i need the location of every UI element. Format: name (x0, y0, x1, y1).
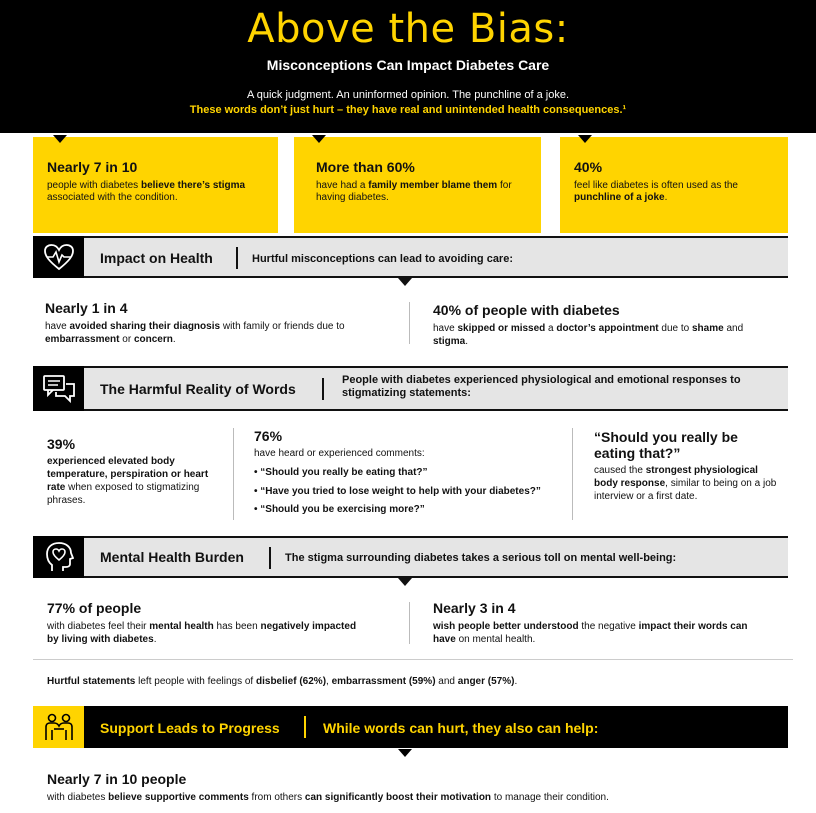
stat-card-stigma (33, 137, 278, 233)
section-title: Mental Health Burden (100, 549, 244, 565)
words-col2-stat: 76% (254, 428, 283, 444)
header-banner (0, 0, 816, 133)
card-stat: Nearly 7 in 10 (47, 159, 138, 175)
words-col1-text: experienced elevated body temperature, perspiration or heart rate when exposed to stigmatizing phrases. (47, 456, 209, 506)
separator (322, 378, 324, 400)
divider (233, 428, 234, 520)
speech-bubbles-icon (33, 366, 84, 411)
impact-left-stat: Nearly 1 in 4 (45, 300, 128, 316)
impact-right-text: have skipped or missed a doctor’s appointment due to shame and stigma. (433, 323, 744, 347)
card-desc: feel like diabetes is often used as the punchline of a joke. (574, 180, 738, 203)
card-notch (578, 135, 592, 143)
section-subtitle: People with diabetes experienced physiological and emotional responses to stigmatizing statements: (342, 374, 741, 399)
support-stat: Nearly 7 in 10 people (47, 771, 187, 787)
support-bar (33, 706, 788, 748)
heartbeat-icon (33, 236, 84, 278)
card-notch (53, 135, 67, 143)
card-stat: 40% (574, 159, 603, 175)
separator (236, 247, 238, 269)
impact-right-stat: 40% of people with diabetes (433, 302, 620, 318)
card-notch (312, 135, 326, 143)
mental-right-stat: Nearly 3 in 4 (433, 600, 516, 616)
bar-pointer (398, 278, 412, 286)
words-col1-stat: 39% (47, 436, 76, 452)
section-title: Support Leads to Progress (100, 720, 280, 736)
separator (269, 547, 271, 569)
bar-pointer (398, 578, 412, 586)
words-bar (33, 366, 788, 411)
words-col2-intro: have heard or experienced comments: (254, 448, 425, 459)
section-subtitle: While words can hurt, they also can help: (323, 720, 599, 736)
impact-bar (33, 236, 788, 278)
people-icon (33, 706, 84, 748)
card-desc: have had a family member blame them for having diabetes. (316, 180, 512, 203)
divider (409, 602, 410, 644)
mental-left-stat: 77% of people (47, 600, 142, 616)
mental-left-text: with diabetes feel their mental health has been negatively impacted by living with diabetes. (47, 621, 357, 645)
divider (409, 302, 410, 344)
words-col3-quote: “Should you really be eating that?” (594, 429, 738, 461)
support-text: with diabetes believe supportive comments from others can significantly boost their motivation to manage their condition. (47, 792, 609, 803)
impact-left-text: have avoided sharing their diagnosis with family or friends due to embarrassment or concern. (45, 321, 345, 345)
section-subtitle: Hurtful misconceptions can lead to avoiding care: (252, 253, 513, 265)
intro-highlight: These words don’t just hurt – they have real and unintended health consequences.¹ (189, 104, 627, 116)
comment-item: • “Should you be exercising more?” (254, 504, 425, 515)
divider (572, 428, 573, 520)
stat-card-family (294, 137, 541, 233)
mental-bar (33, 536, 788, 578)
words-col3-text: caused the strongest physiological body response, similar to being on a job interview or a first date. (594, 465, 777, 502)
section-subtitle: The stigma surrounding diabetes takes a serious toll on mental well-being: (285, 552, 677, 564)
page-title: Above the Bias: (247, 6, 569, 52)
section-title: The Harmful Reality of Words (100, 381, 296, 397)
feelings-summary: Hurtful statements left people with feelings of disbelief (62%), embarrassment (59%) and anger (57%). (47, 676, 518, 687)
section-title: Impact on Health (100, 250, 213, 266)
bar-pointer (398, 749, 412, 757)
comment-item: • “Have you tried to lose weight to help with your diabetes?” (254, 486, 541, 497)
card-desc: people with diabetes believe there’s stigma associated with the condition. (47, 180, 246, 203)
page-subtitle: Misconceptions Can Impact Diabetes Care (266, 57, 550, 73)
mental-right-text: wish people better understood the negative impact their words can have on mental health. (433, 621, 748, 645)
divider (33, 659, 793, 660)
card-stat: More than 60% (316, 159, 415, 175)
intro-line: A quick judgment. An uninformed opinion. The punchline of a joke. (246, 89, 570, 101)
stat-card-joke (560, 137, 788, 233)
comment-item: • “Should you really be eating that?” (254, 467, 428, 478)
separator (304, 716, 306, 738)
head-heart-icon (33, 536, 84, 578)
